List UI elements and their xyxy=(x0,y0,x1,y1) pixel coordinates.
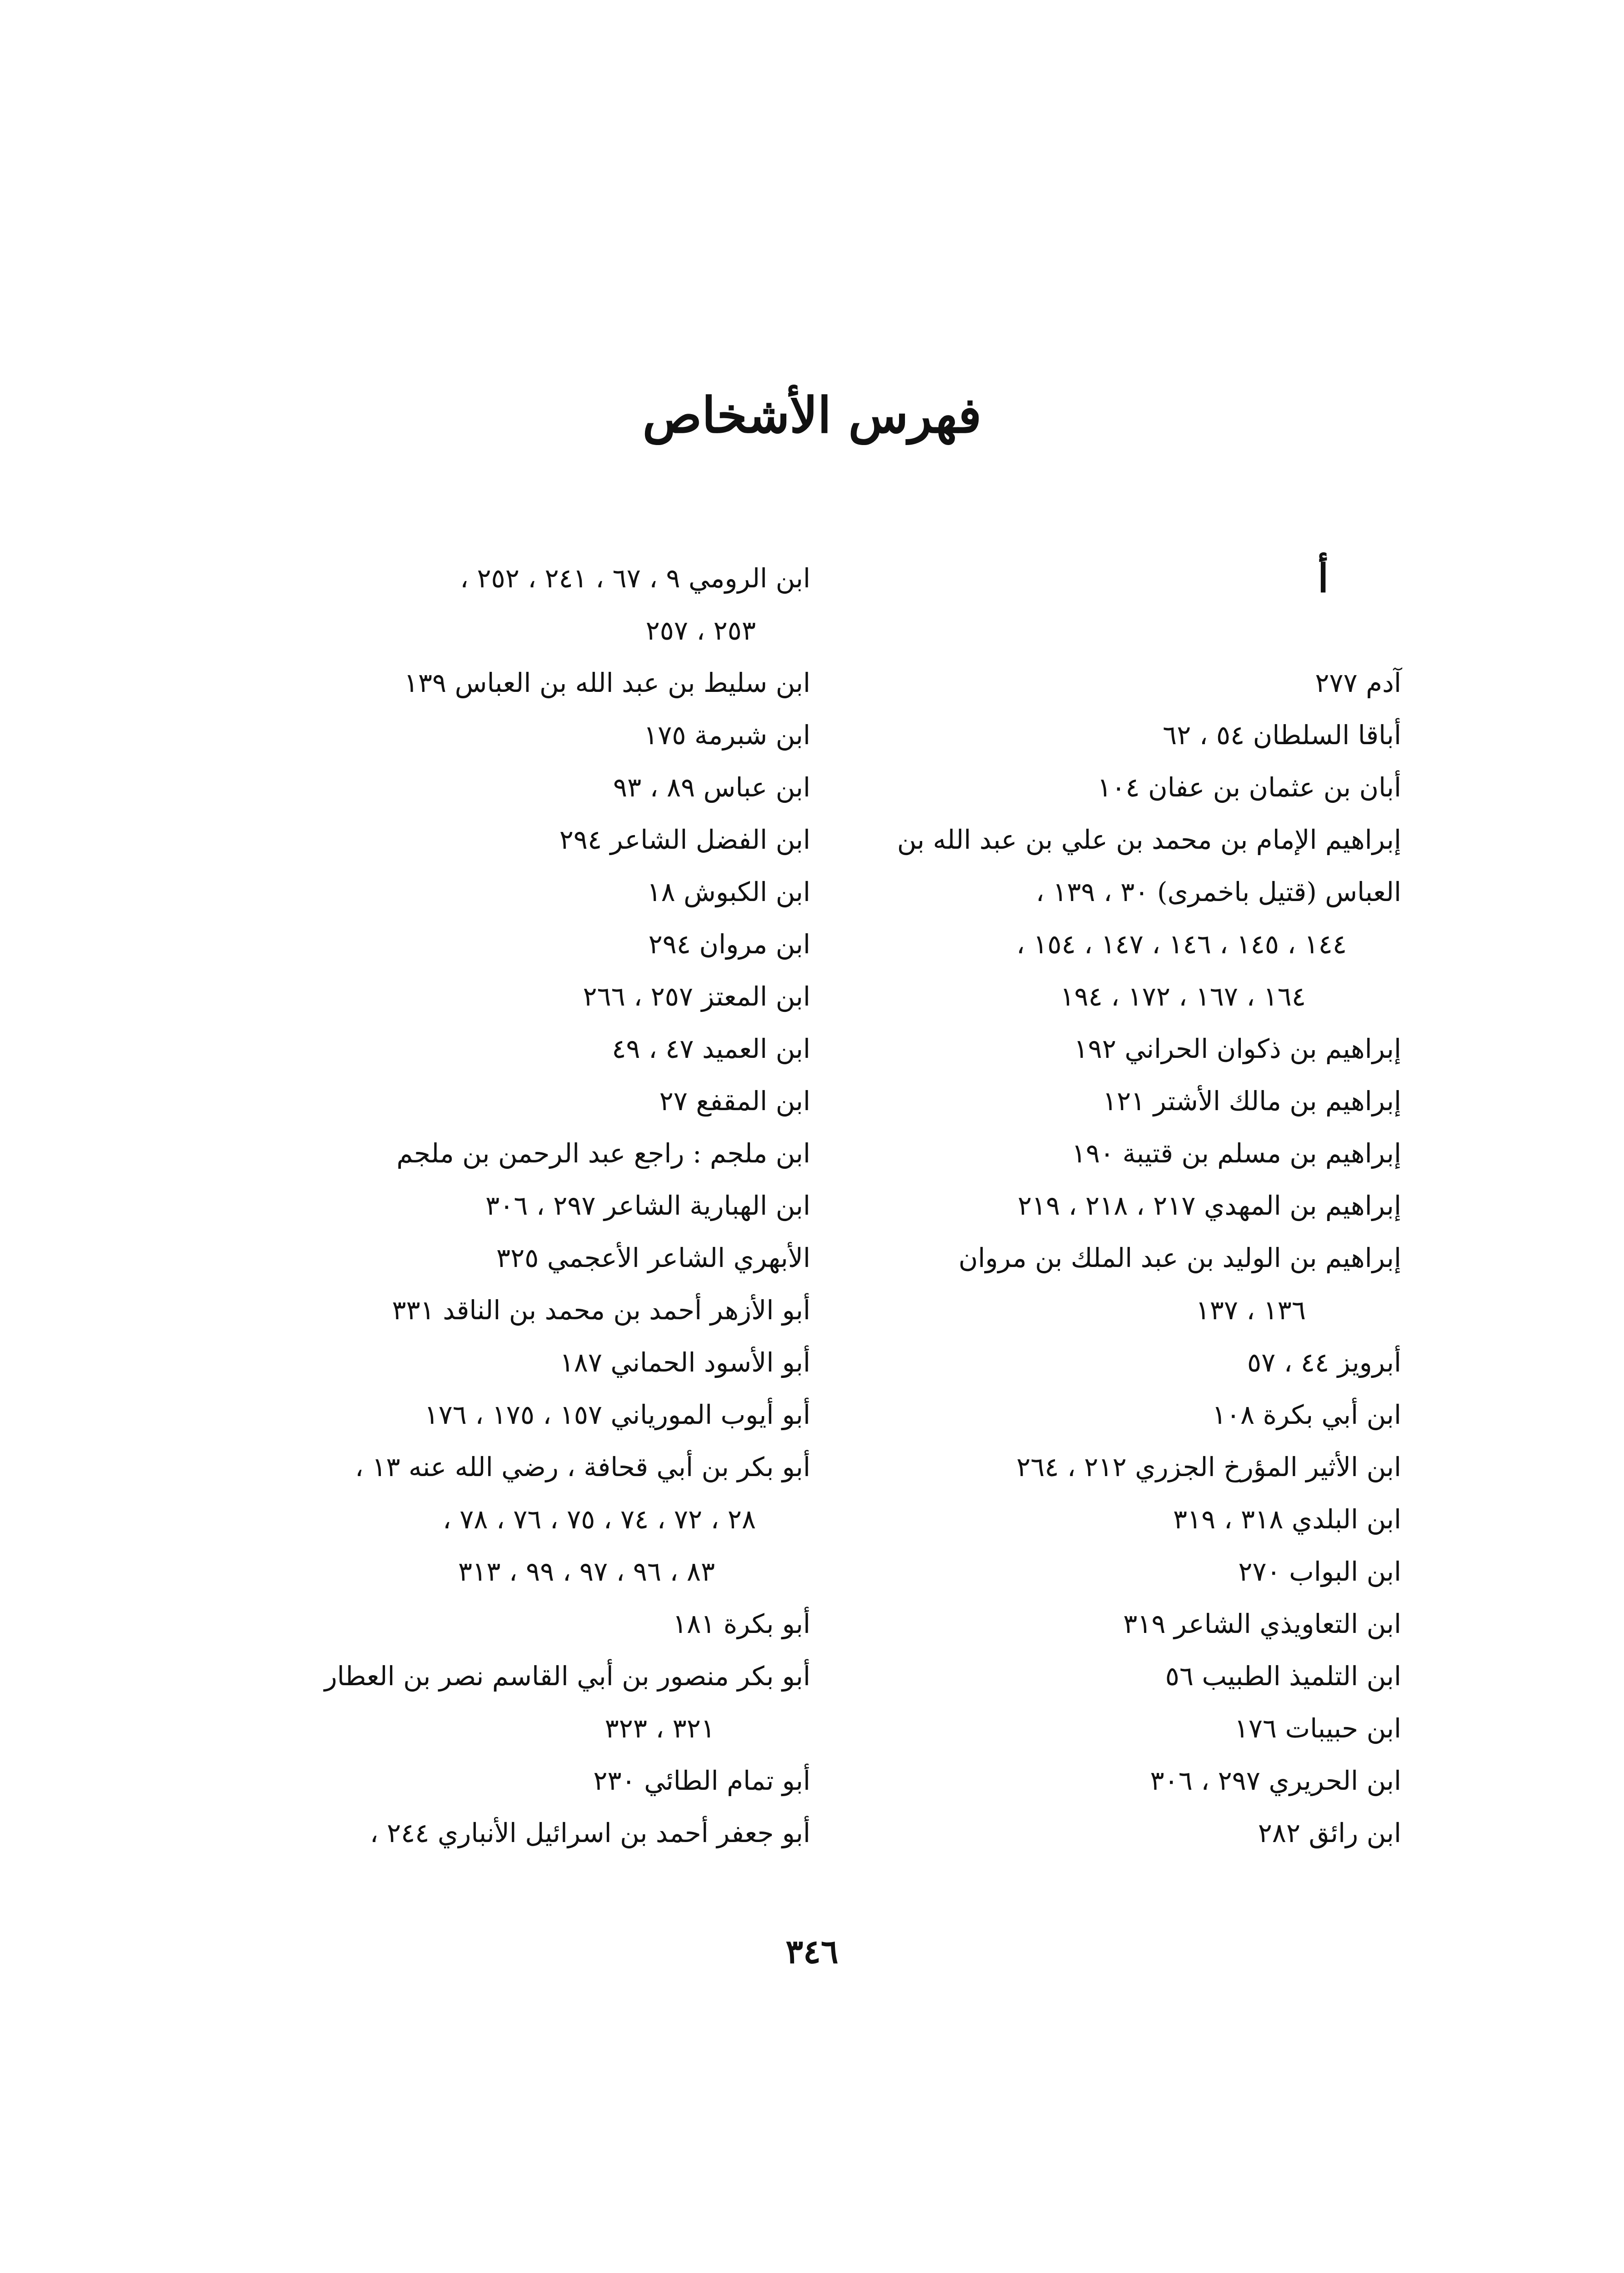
index-entry: الأبهري الشاعر الأعجمي ٣٢٥ xyxy=(496,1242,810,1273)
index-entry: العباس (قتيل باخمرى) ٣٠ ، ١٣٩ ، xyxy=(1035,876,1401,907)
index-entry: ابن البلدي ٣١٨ ، ٣١٩ xyxy=(1173,1504,1401,1535)
index-entry: ابن الأثير المؤرخ الجزري ٢١٢ ، ٢٦٤ xyxy=(1016,1452,1401,1482)
index-entry: ابن عباس ٨٩ ، ٩٣ xyxy=(613,772,810,803)
index-entry: ابن سليط بن عبد الله بن العباس ١٣٩ xyxy=(404,667,810,698)
index-entry: إبراهيم بن الوليد بن عبد الملك بن مروان xyxy=(958,1242,1401,1273)
index-entry: أبو الأزهر أحمد بن محمد بن الناقد ٣٣١ xyxy=(392,1295,810,1326)
index-column-left xyxy=(60,552,810,1859)
index-entry: إبراهيم بن مالك الأشتر ١٢١ xyxy=(1102,1086,1401,1116)
index-entry: إبراهيم الإمام بن محمد بن علي بن عبد الله بن xyxy=(897,824,1401,855)
index-entry: ابن ملجم : راجع عبد الرحمن بن ملجم xyxy=(396,1138,810,1169)
index-entry: أبو تمام الطائي ٢٣٠ xyxy=(593,1765,810,1796)
index-entry: ابن العميد ٤٧ ، ٤٩ xyxy=(612,1033,810,1064)
index-entry-continuation: ٨٣ ، ٩٦ ، ٩٧ ، ٩٩ ، ٣١٣ xyxy=(458,1556,715,1587)
index-entry: آدم ٢٧٧ xyxy=(1315,667,1401,698)
index-entry: ابن الحريري ٢٩٧ ، ٣٠٦ xyxy=(1150,1765,1401,1796)
index-entry-continuation: ٢٨ ، ٧٢ ، ٧٤ ، ٧٥ ، ٧٦ ، ٧٨ ، xyxy=(443,1504,756,1535)
index-entry: أبو بكر بن أبي قحافة ، رضي الله عنه ١٣ ، xyxy=(355,1452,810,1482)
index-entry: ابن المقفع ٢٧ xyxy=(659,1086,810,1116)
index-entry: أبان بن عثمان بن عفان ١٠٤ xyxy=(1097,772,1401,803)
index-entry: ابن رائق ٢٨٢ xyxy=(1258,1817,1401,1848)
index-entry-continuation: ١٤٤ ، ١٤٥ ، ١٤٦ ، ١٤٧ ، ١٥٤ ، xyxy=(1016,929,1347,960)
index-entry: إبراهيم بن المهدي ٢١٧ ، ٢١٨ ، ٢١٩ xyxy=(1017,1190,1401,1221)
index-entry: أبو جعفر أحمد بن اسرائيل الأنباري ٢٤٤ ، xyxy=(370,1817,810,1848)
section-letter: أ xyxy=(1318,556,1329,601)
index-entry: أباقا السلطان ٥٤ ، ٦٢ xyxy=(1163,720,1401,751)
index-entry: ابن الرومي ٩ ، ٦٧ ، ٢٤١ ، ٢٥٢ ، xyxy=(460,563,810,594)
index-entry: ابن مروان ٢٩٤ xyxy=(648,929,810,960)
index-entry: ابن المعتز ٢٥٧ ، ٢٦٦ xyxy=(583,981,810,1012)
index-entry: إبراهيم بن مسلم بن قتيبة ١٩٠ xyxy=(1071,1138,1401,1169)
index-entry: ابن الكبوش ١٨ xyxy=(647,876,810,907)
index-entry: إبراهيم بن ذكوان الحراني ١٩٢ xyxy=(1074,1033,1401,1064)
index-entry-continuation: ١٣٦ ، ١٣٧ xyxy=(1195,1295,1306,1326)
index-entry: ابن حبيبات ١٧٦ xyxy=(1234,1713,1401,1744)
index-entry: ابن الفضل الشاعر ٢٩٤ xyxy=(559,824,810,855)
index-entry: ابن الهبارية الشاعر ٢٩٧ ، ٣٠٦ xyxy=(485,1190,810,1221)
index-entry: ابن التعاويذي الشاعر ٣١٩ xyxy=(1123,1608,1401,1639)
index-entry: أبو بكرة ١٨١ xyxy=(672,1608,810,1639)
index-entry: أبو الأسود الحماني ١٨٧ xyxy=(560,1347,810,1378)
index-entry: أبو بكر منصور بن أبي القاسم نصر بن العطار xyxy=(324,1661,810,1692)
page-title: فهرس الأشخاص xyxy=(642,387,982,444)
index-entry: ابن شبرمة ١٧٥ xyxy=(643,720,810,751)
index-entry: ابن أبي بكرة ١٠٨ xyxy=(1212,1399,1401,1430)
index-entry: أبو أيوب المورياني ١٥٧ ، ١٧٥ ، ١٧٦ xyxy=(424,1399,810,1430)
index-entry: ابن التلميذ الطبيب ٥٦ xyxy=(1165,1661,1401,1692)
index-entry-continuation: ٣٢١ ، ٣٢٣ xyxy=(605,1713,715,1744)
index-entry-continuation: ١٦٤ ، ١٦٧ ، ١٧٢ ، ١٩٤ xyxy=(1060,981,1306,1012)
index-entry: أبرويز ٤٤ ، ٥٧ xyxy=(1247,1347,1401,1378)
index-entry: ابن البواب ٢٧٠ xyxy=(1238,1556,1401,1587)
page-number: ٣٤٦ xyxy=(785,1932,839,1971)
index-entry-continuation: ٢٥٣ ، ٢٥٧ xyxy=(645,615,756,646)
